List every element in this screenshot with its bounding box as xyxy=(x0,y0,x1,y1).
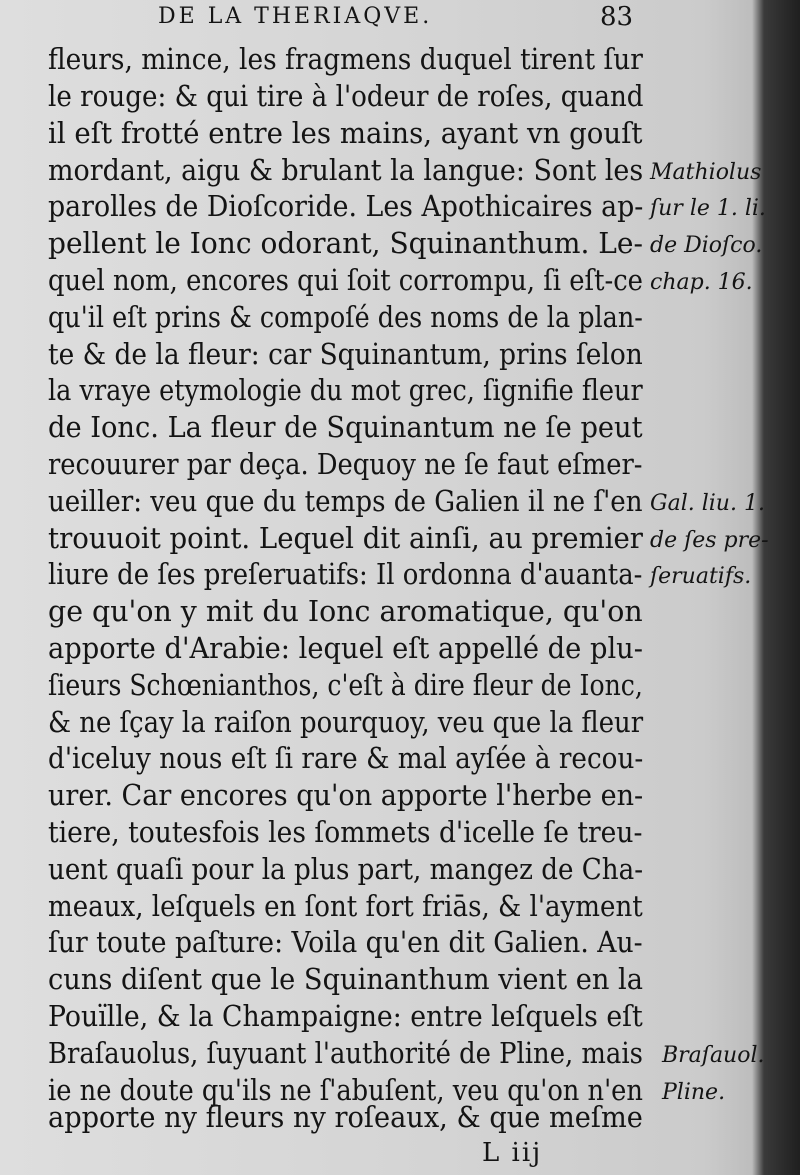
margin-note: Mathiolus xyxy=(650,160,762,185)
text-line: recouurer par deça. Dequoy ne ſe faut eſmer- xyxy=(48,447,643,481)
text-line: ie ne doute qu'ils ne ſ'abuſent, veu qu'on n'en xyxy=(48,1073,643,1107)
text-line: te & de la fleur: car Squinantum, prins ſelon xyxy=(48,337,643,371)
text-line: de Ionc. La fleur de Squinantum ne ſe peut xyxy=(48,410,643,444)
margin-note: de ſes pre- xyxy=(650,528,769,553)
text-line: ueiller: veu que du temps de Galien il ne ſ'en xyxy=(48,484,643,518)
margin-note: Pline. xyxy=(662,1080,726,1105)
text-line: pellent le Ionc odorant, Squinanthum. Le- xyxy=(48,226,643,260)
text-line: apporte ny fleurs ny roſeaux, & que meſme xyxy=(48,1100,643,1134)
margin-note: de Dioſco. xyxy=(650,233,763,258)
margin-note: Braſauol. xyxy=(662,1043,765,1068)
text-line: Braſauolus, ſuyuant l'authorité de Pline, mais xyxy=(48,1036,643,1070)
text-line: le rouge: & qui tire à l'odeur de roſes, quand xyxy=(48,79,644,113)
running-head: DE LA THERIAQVE. xyxy=(158,4,433,29)
margin-note: ſeruatifs. xyxy=(650,564,752,589)
text-line: Pouïlle, & la Champaigne: entre leſquels eſt xyxy=(48,999,643,1033)
margin-note: ſur le 1. li. xyxy=(650,196,766,221)
signature-mark: L iij xyxy=(482,1138,543,1168)
text-line: apporte d'Arabie: lequel eſt appellé de plu- xyxy=(48,631,643,665)
text-line: meaux, leſquels en ſont fort friās, & l'ayment xyxy=(48,889,643,923)
text-line: mordant, aigu & brulant la langue: Sont les xyxy=(48,153,644,187)
text-line: ge qu'on y mit du Ionc aromatique, qu'on xyxy=(48,594,643,628)
text-line: la vraye etymologie du mot grec, ſignifie fleur xyxy=(48,373,643,407)
text-line: parolles de Dioſcoride. Les Apothicaires ap- xyxy=(48,189,644,223)
text-line: tiere, toutesfois les ſommets d'icelle ſe treu- xyxy=(48,815,643,849)
text-line: qu'il eſt prins & compoſé des noms de la plan- xyxy=(48,300,643,334)
page-number: 83 xyxy=(600,2,634,32)
text-line: d'iceluy nous eſt ſi rare & mal ayſée à recou- xyxy=(48,741,644,775)
text-line: uent quaſi pour la plus part, mangez de Cha- xyxy=(48,852,644,886)
text-line: trouuoit point. Lequel dit ainſi, au premier xyxy=(48,521,643,555)
text-line: & ne ſçay la raiſon pourquoy, veu que la fleur xyxy=(48,705,644,739)
margin-note: chap. 16. xyxy=(650,270,753,295)
text-line: fleurs, mince, les fragmens duquel tirent ſur xyxy=(48,42,643,76)
text-line: ſieurs Schœnianthos, c'eſt à dire fleur de Ionc, xyxy=(48,668,643,702)
text-line: liure de ſes preſeruatifs: Il ordonna d'auanta- xyxy=(48,557,643,591)
text-line: quel nom, encores qui ſoit corrompu, ſi eſt-ce xyxy=(48,263,643,297)
text-line: il eſt frotté entre les mains, ayant vn gouſt xyxy=(48,116,643,150)
text-line: urer. Car encores qu'on apporte l'herbe en- xyxy=(48,778,644,812)
text-line: ſur toute paſture: Voila qu'en dit Galien. Au- xyxy=(48,925,643,959)
margin-note: Gal. liu. 1. xyxy=(650,491,765,516)
text-line: cuns diſent que le Squinanthum vient en la xyxy=(48,962,644,996)
